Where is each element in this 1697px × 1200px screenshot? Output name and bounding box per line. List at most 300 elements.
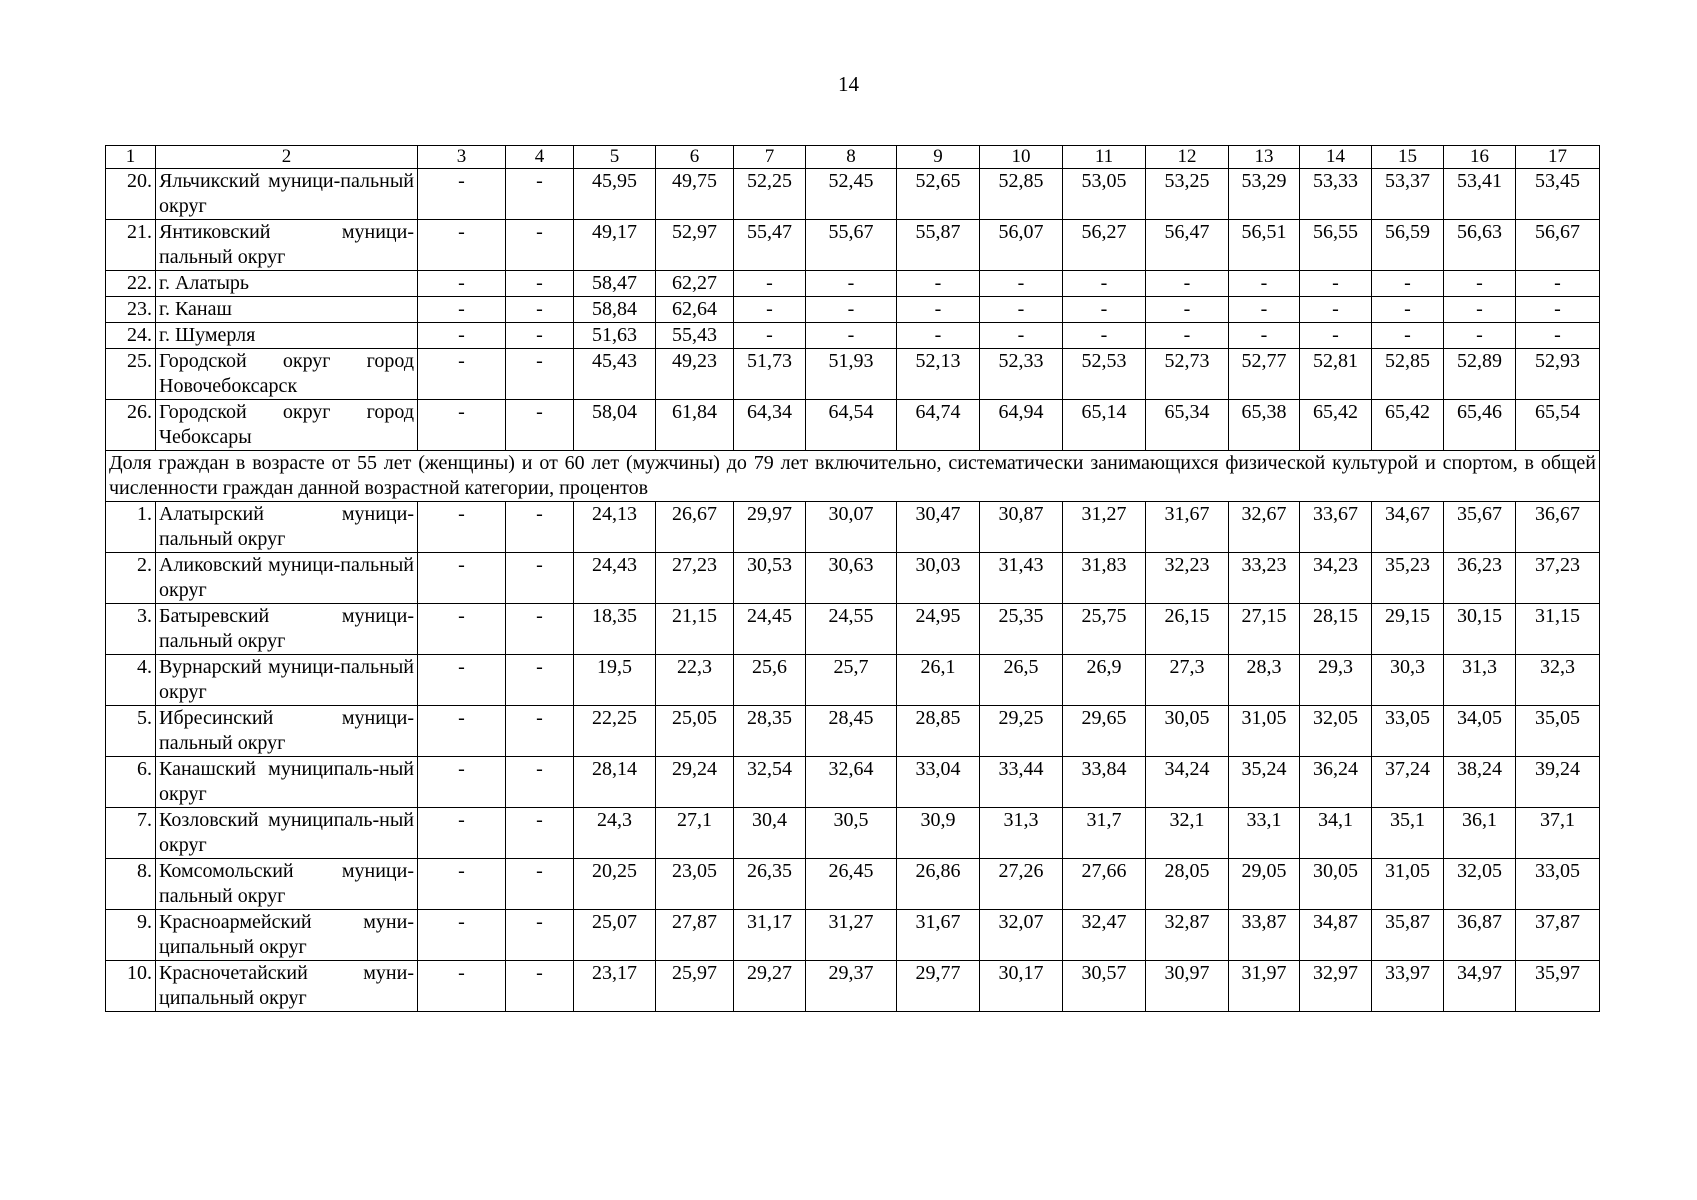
value-cell: - — [1444, 323, 1516, 349]
value-cell: 29,77 — [897, 961, 980, 1012]
value-cell: 29,24 — [656, 757, 734, 808]
value-cell: 30,53 — [734, 553, 806, 604]
municipality-name: Аликовский муници-пальный округ — [156, 553, 418, 604]
table-row — [106, 604, 1600, 655]
value-cell: 53,29 — [1229, 169, 1300, 220]
value-cell: 32,67 — [1229, 502, 1300, 553]
value-cell: 33,97 — [1372, 961, 1444, 1012]
table-row — [106, 349, 1600, 400]
value-cell: - — [1444, 297, 1516, 323]
municipality-name: Янтиковский муници-пальный округ — [156, 220, 418, 271]
value-cell: 33,04 — [897, 757, 980, 808]
value-cell: 33,05 — [1372, 706, 1444, 757]
municipality-name: Яльчикский муници-пальный округ — [156, 169, 418, 220]
value-cell: 30,17 — [980, 961, 1063, 1012]
value-cell: - — [1063, 271, 1146, 297]
row-number: 25. — [106, 349, 156, 400]
column-number-cell: 10 — [980, 146, 1063, 169]
value-cell: - — [1300, 323, 1372, 349]
value-cell: 37,23 — [1516, 553, 1600, 604]
value-cell: 51,63 — [574, 323, 656, 349]
value-cell: 34,05 — [1444, 706, 1516, 757]
value-cell: 53,41 — [1444, 169, 1516, 220]
value-cell: 56,59 — [1372, 220, 1444, 271]
value-cell: 25,6 — [734, 655, 806, 706]
value-cell: 33,67 — [1300, 502, 1372, 553]
value-cell: - — [418, 220, 506, 271]
value-cell: - — [1146, 323, 1229, 349]
table-row — [106, 859, 1600, 910]
value-cell: 37,87 — [1516, 910, 1600, 961]
value-cell: 65,46 — [1444, 400, 1516, 451]
table-row — [106, 400, 1600, 451]
value-cell: 52,33 — [980, 349, 1063, 400]
value-cell: 33,44 — [980, 757, 1063, 808]
value-cell: - — [506, 706, 574, 757]
value-cell: 58,04 — [574, 400, 656, 451]
value-cell: 31,27 — [806, 910, 897, 961]
value-cell: 35,87 — [1372, 910, 1444, 961]
value-cell: 28,3 — [1229, 655, 1300, 706]
value-cell: 32,1 — [1146, 808, 1229, 859]
column-number-cell: 5 — [574, 146, 656, 169]
value-cell: - — [418, 169, 506, 220]
value-cell: 64,94 — [980, 400, 1063, 451]
value-cell: 31,17 — [734, 910, 806, 961]
value-cell: 25,97 — [656, 961, 734, 1012]
value-cell: 45,43 — [574, 349, 656, 400]
table-row — [106, 961, 1600, 1012]
value-cell: - — [806, 323, 897, 349]
column-number-cell: 15 — [1372, 146, 1444, 169]
value-cell: 32,97 — [1300, 961, 1372, 1012]
value-cell: 30,87 — [980, 502, 1063, 553]
value-cell: - — [506, 553, 574, 604]
value-cell: 26,86 — [897, 859, 980, 910]
value-cell: 30,03 — [897, 553, 980, 604]
value-cell: - — [418, 400, 506, 451]
value-cell: 32,23 — [1146, 553, 1229, 604]
column-number-cell: 12 — [1146, 146, 1229, 169]
value-cell: 34,24 — [1146, 757, 1229, 808]
value-cell: - — [418, 808, 506, 859]
value-cell: 55,43 — [656, 323, 734, 349]
value-cell: 31,97 — [1229, 961, 1300, 1012]
row-number: 1. — [106, 502, 156, 553]
row-number: 2. — [106, 553, 156, 604]
value-cell: - — [506, 502, 574, 553]
value-cell: 62,64 — [656, 297, 734, 323]
column-number-cell: 7 — [734, 146, 806, 169]
value-cell: - — [1063, 297, 1146, 323]
value-cell: - — [1300, 271, 1372, 297]
value-cell: 21,15 — [656, 604, 734, 655]
value-cell: - — [506, 220, 574, 271]
value-cell: 39,24 — [1516, 757, 1600, 808]
value-cell: 32,54 — [734, 757, 806, 808]
value-cell: 65,42 — [1372, 400, 1444, 451]
value-cell: 36,67 — [1516, 502, 1600, 553]
column-number-cell: 4 — [506, 146, 574, 169]
value-cell: 35,1 — [1372, 808, 1444, 859]
row-number: 21. — [106, 220, 156, 271]
table-row — [106, 757, 1600, 808]
value-cell: 26,45 — [806, 859, 897, 910]
value-cell: 26,67 — [656, 502, 734, 553]
value-cell: 18,35 — [574, 604, 656, 655]
value-cell: - — [506, 604, 574, 655]
value-cell: 33,87 — [1229, 910, 1300, 961]
value-cell: 65,42 — [1300, 400, 1372, 451]
value-cell: 30,9 — [897, 808, 980, 859]
municipality-name: г. Алатырь — [156, 271, 418, 297]
value-cell: 31,27 — [1063, 502, 1146, 553]
value-cell: - — [418, 961, 506, 1012]
indicator-table — [105, 145, 1600, 1012]
value-cell: 31,83 — [1063, 553, 1146, 604]
value-cell: - — [418, 297, 506, 323]
value-cell: 25,75 — [1063, 604, 1146, 655]
value-cell: 55,87 — [897, 220, 980, 271]
value-cell: 30,5 — [806, 808, 897, 859]
value-cell: 35,97 — [1516, 961, 1600, 1012]
row-number: 22. — [106, 271, 156, 297]
row-number: 10. — [106, 961, 156, 1012]
value-cell: 49,17 — [574, 220, 656, 271]
row-number: 8. — [106, 859, 156, 910]
value-cell: - — [418, 349, 506, 400]
value-cell: 53,45 — [1516, 169, 1600, 220]
municipality-name: Вурнарский муници-пальный округ — [156, 655, 418, 706]
value-cell: - — [1372, 271, 1444, 297]
value-cell: - — [1372, 323, 1444, 349]
value-cell: 26,5 — [980, 655, 1063, 706]
value-cell: 27,3 — [1146, 655, 1229, 706]
value-cell: 28,45 — [806, 706, 897, 757]
row-number: 23. — [106, 297, 156, 323]
value-cell: 58,84 — [574, 297, 656, 323]
value-cell: 35,24 — [1229, 757, 1300, 808]
value-cell: - — [506, 859, 574, 910]
value-cell: 22,25 — [574, 706, 656, 757]
value-cell: 35,05 — [1516, 706, 1600, 757]
row-number: 3. — [106, 604, 156, 655]
value-cell: 29,97 — [734, 502, 806, 553]
value-cell: - — [506, 349, 574, 400]
value-cell: 30,07 — [806, 502, 897, 553]
column-number-row — [106, 146, 1600, 169]
value-cell: 25,35 — [980, 604, 1063, 655]
value-cell: 32,87 — [1146, 910, 1229, 961]
value-cell: 34,97 — [1444, 961, 1516, 1012]
value-cell: 53,37 — [1372, 169, 1444, 220]
value-cell: 33,05 — [1516, 859, 1600, 910]
table-row — [106, 169, 1600, 220]
value-cell: 32,05 — [1300, 706, 1372, 757]
value-cell: 26,35 — [734, 859, 806, 910]
value-cell: - — [897, 297, 980, 323]
table-row — [106, 655, 1600, 706]
value-cell: - — [506, 271, 574, 297]
value-cell: 25,7 — [806, 655, 897, 706]
value-cell: - — [806, 271, 897, 297]
value-cell: 30,97 — [1146, 961, 1229, 1012]
value-cell: 52,89 — [1444, 349, 1516, 400]
value-cell: 56,51 — [1229, 220, 1300, 271]
value-cell: - — [418, 706, 506, 757]
value-cell: 52,53 — [1063, 349, 1146, 400]
municipality-name: Красноармейский муни-ципальный округ — [156, 910, 418, 961]
value-cell: 29,05 — [1229, 859, 1300, 910]
value-cell: - — [1516, 323, 1600, 349]
value-cell: - — [506, 808, 574, 859]
column-number-cell: 8 — [806, 146, 897, 169]
row-number: 4. — [106, 655, 156, 706]
value-cell: - — [418, 859, 506, 910]
value-cell: - — [734, 297, 806, 323]
value-cell: - — [1229, 297, 1300, 323]
section-heading-row — [106, 451, 1600, 502]
value-cell: 64,54 — [806, 400, 897, 451]
value-cell: - — [418, 323, 506, 349]
value-cell: - — [897, 323, 980, 349]
table-row — [106, 220, 1600, 271]
value-cell: - — [506, 323, 574, 349]
value-cell: 25,07 — [574, 910, 656, 961]
municipality-name: Ибресинский муници-пальный округ — [156, 706, 418, 757]
value-cell: 28,15 — [1300, 604, 1372, 655]
value-cell: 65,34 — [1146, 400, 1229, 451]
section-heading: Доля граждан в возрасте от 55 лет (женщины) и от 60 лет (мужчины) до 79 лет включительно, систематически занимающихся физической культурой и спортом, в общей численности граждан данной возрастной категории, процентов — [106, 451, 1600, 502]
value-cell: 37,24 — [1372, 757, 1444, 808]
value-cell: 49,23 — [656, 349, 734, 400]
value-cell: 32,05 — [1444, 859, 1516, 910]
value-cell: 19,5 — [574, 655, 656, 706]
value-cell: 37,1 — [1516, 808, 1600, 859]
value-cell: 23,17 — [574, 961, 656, 1012]
value-cell: - — [1063, 323, 1146, 349]
value-cell: 36,87 — [1444, 910, 1516, 961]
value-cell: 64,74 — [897, 400, 980, 451]
value-cell: 22,3 — [656, 655, 734, 706]
value-cell: 31,67 — [1146, 502, 1229, 553]
value-cell: 29,25 — [980, 706, 1063, 757]
value-cell: - — [506, 169, 574, 220]
column-number-cell: 1 — [106, 146, 156, 169]
value-cell: 30,47 — [897, 502, 980, 553]
municipality-name: Алатырский муници-пальный округ — [156, 502, 418, 553]
column-number-cell: 13 — [1229, 146, 1300, 169]
value-cell: 56,07 — [980, 220, 1063, 271]
table-row — [106, 808, 1600, 859]
value-cell: 52,77 — [1229, 349, 1300, 400]
value-cell: 27,23 — [656, 553, 734, 604]
value-cell: 53,05 — [1063, 169, 1146, 220]
value-cell: - — [1146, 271, 1229, 297]
value-cell: 29,37 — [806, 961, 897, 1012]
value-cell: - — [1516, 271, 1600, 297]
value-cell: 56,63 — [1444, 220, 1516, 271]
value-cell: - — [1516, 297, 1600, 323]
value-cell: - — [1372, 297, 1444, 323]
table-row — [106, 502, 1600, 553]
value-cell: 52,97 — [656, 220, 734, 271]
value-cell: 52,85 — [980, 169, 1063, 220]
value-cell: 52,13 — [897, 349, 980, 400]
row-number: 6. — [106, 757, 156, 808]
value-cell: 51,93 — [806, 349, 897, 400]
column-number-cell: 11 — [1063, 146, 1146, 169]
value-cell: 29,3 — [1300, 655, 1372, 706]
value-cell: 20,25 — [574, 859, 656, 910]
value-cell: 55,47 — [734, 220, 806, 271]
column-number-cell: 2 — [156, 146, 418, 169]
value-cell: 33,84 — [1063, 757, 1146, 808]
municipality-name: Батыревский муници-пальный округ — [156, 604, 418, 655]
value-cell: 24,3 — [574, 808, 656, 859]
column-number-cell: 16 — [1444, 146, 1516, 169]
value-cell: 26,9 — [1063, 655, 1146, 706]
value-cell: 34,1 — [1300, 808, 1372, 859]
municipality-name: Городской округ город Новочебоксарск — [156, 349, 418, 400]
value-cell: - — [734, 323, 806, 349]
value-cell: 30,3 — [1372, 655, 1444, 706]
value-cell: - — [418, 553, 506, 604]
value-cell: 52,65 — [897, 169, 980, 220]
table-row — [106, 297, 1600, 323]
value-cell: 56,67 — [1516, 220, 1600, 271]
value-cell: 31,05 — [1372, 859, 1444, 910]
value-cell: 31,3 — [980, 808, 1063, 859]
column-number-cell: 6 — [656, 146, 734, 169]
value-cell: - — [418, 655, 506, 706]
value-cell: 36,24 — [1300, 757, 1372, 808]
value-cell: - — [506, 297, 574, 323]
value-cell: - — [980, 323, 1063, 349]
value-cell: 52,73 — [1146, 349, 1229, 400]
row-number: 5. — [106, 706, 156, 757]
value-cell: - — [506, 961, 574, 1012]
municipality-name: Городской округ город Чебоксары — [156, 400, 418, 451]
municipality-name: г. Шумерля — [156, 323, 418, 349]
value-cell: 27,66 — [1063, 859, 1146, 910]
value-cell: 58,47 — [574, 271, 656, 297]
table-row — [106, 323, 1600, 349]
value-cell: 36,23 — [1444, 553, 1516, 604]
value-cell: 33,1 — [1229, 808, 1300, 859]
value-cell: - — [1300, 297, 1372, 323]
row-number: 7. — [106, 808, 156, 859]
value-cell: 27,1 — [656, 808, 734, 859]
value-cell: - — [506, 655, 574, 706]
value-cell: 31,05 — [1229, 706, 1300, 757]
value-cell: 36,1 — [1444, 808, 1516, 859]
value-cell: 30,4 — [734, 808, 806, 859]
value-cell: 35,23 — [1372, 553, 1444, 604]
table-row — [106, 553, 1600, 604]
value-cell: 52,25 — [734, 169, 806, 220]
value-cell: 26,15 — [1146, 604, 1229, 655]
value-cell: 52,93 — [1516, 349, 1600, 400]
value-cell: 31,67 — [897, 910, 980, 961]
value-cell: 30,63 — [806, 553, 897, 604]
value-cell: - — [418, 757, 506, 808]
column-number-cell: 3 — [418, 146, 506, 169]
value-cell: 32,64 — [806, 757, 897, 808]
column-number-cell: 9 — [897, 146, 980, 169]
value-cell: - — [418, 271, 506, 297]
value-cell: - — [1146, 297, 1229, 323]
table-body — [106, 146, 1600, 1012]
value-cell: 65,14 — [1063, 400, 1146, 451]
value-cell: 29,65 — [1063, 706, 1146, 757]
value-cell: - — [418, 604, 506, 655]
municipality-name: Козловский муниципаль-ный округ — [156, 808, 418, 859]
value-cell: 24,43 — [574, 553, 656, 604]
value-cell: 56,55 — [1300, 220, 1372, 271]
value-cell: 55,67 — [806, 220, 897, 271]
value-cell: 24,13 — [574, 502, 656, 553]
value-cell: 28,35 — [734, 706, 806, 757]
value-cell: 52,45 — [806, 169, 897, 220]
row-number: 20. — [106, 169, 156, 220]
value-cell: 25,05 — [656, 706, 734, 757]
value-cell: 53,25 — [1146, 169, 1229, 220]
table-row — [106, 910, 1600, 961]
value-cell: 31,3 — [1444, 655, 1516, 706]
page-number: 14 — [838, 72, 859, 96]
value-cell: 27,87 — [656, 910, 734, 961]
column-number-cell: 14 — [1300, 146, 1372, 169]
value-cell: 23,05 — [656, 859, 734, 910]
value-cell: 30,05 — [1146, 706, 1229, 757]
value-cell: 24,45 — [734, 604, 806, 655]
value-cell: - — [506, 910, 574, 961]
municipality-name: Красночетайский муни-ципальный округ — [156, 961, 418, 1012]
value-cell: 29,15 — [1372, 604, 1444, 655]
value-cell: 32,07 — [980, 910, 1063, 961]
value-cell: - — [734, 271, 806, 297]
value-cell: 27,15 — [1229, 604, 1300, 655]
value-cell: 32,3 — [1516, 655, 1600, 706]
value-cell: 56,47 — [1146, 220, 1229, 271]
value-cell: 56,27 — [1063, 220, 1146, 271]
value-cell: 49,75 — [656, 169, 734, 220]
table-row — [106, 271, 1600, 297]
value-cell: 31,15 — [1516, 604, 1600, 655]
value-cell: 24,95 — [897, 604, 980, 655]
value-cell: 38,24 — [1444, 757, 1516, 808]
value-cell: - — [1229, 323, 1300, 349]
value-cell: 32,47 — [1063, 910, 1146, 961]
municipality-name: Комсомольский муници-пальный округ — [156, 859, 418, 910]
value-cell: 34,67 — [1372, 502, 1444, 553]
value-cell: 28,05 — [1146, 859, 1229, 910]
value-cell: 28,85 — [897, 706, 980, 757]
value-cell: - — [897, 271, 980, 297]
value-cell: - — [1444, 271, 1516, 297]
row-number: 9. — [106, 910, 156, 961]
value-cell: - — [1229, 271, 1300, 297]
value-cell: 31,7 — [1063, 808, 1146, 859]
column-number-cell: 17 — [1516, 146, 1600, 169]
value-cell: - — [506, 400, 574, 451]
row-number: 24. — [106, 323, 156, 349]
value-cell: 45,95 — [574, 169, 656, 220]
value-cell: - — [980, 297, 1063, 323]
value-cell: 29,27 — [734, 961, 806, 1012]
value-cell: 30,15 — [1444, 604, 1516, 655]
